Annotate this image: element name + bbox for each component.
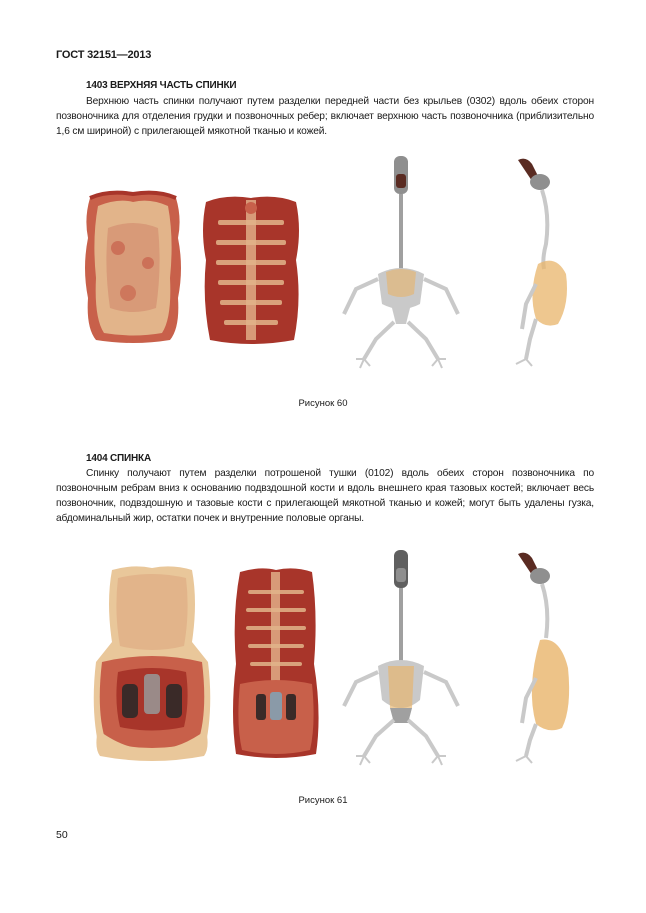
cut-piece-skin-side-image: [78, 188, 188, 348]
section-paragraph: Спинку получают путем разделки потрошеной тушки (0102) вдоль обеих сторон позвоночника по позвоночным ребрам вниз к основанию подвздошной кости и вдоль внешнего края тазовых костей; включает весь позвоночник, подвздошную и тазовые кости с прилегающей мякотной тканью и кожей; могут быть удалены гузка, абдоминальный жир, остатки почек и внутренние половые органы.: [56, 468, 594, 524]
cut-piece-bone-side-image: [226, 564, 324, 764]
skeleton-side-view-image: [496, 154, 586, 379]
page-number: 50: [56, 829, 68, 841]
skeleton-front-view-image: [336, 548, 466, 773]
section-title-1403: 1403 ВЕРХНЯЯ ЧАСТЬ СПИНКИ: [86, 80, 237, 91]
skeleton-front-view-image: [336, 154, 466, 379]
cut-piece-skin-side-image: [88, 562, 216, 767]
document-standard-header: ГОСТ 32151—2013: [56, 49, 152, 61]
figure-60: [56, 154, 596, 384]
figure-61: [56, 548, 596, 778]
section-paragraph: Верхнюю часть спинки получают путем разделки передней части без крыльев (0302) вдоль обеих сторон позвоночника для отделения грудки и позвоночных ребер; включает верхнюю часть позвоночника (приблизительно 1,6 см шириной) с прилегающей мякотной тканью и кожей.: [56, 96, 594, 137]
figure-caption-60: Рисунок 60: [298, 398, 348, 409]
cut-piece-bone-side-image: [196, 190, 306, 350]
section-body-1404: [56, 466, 594, 526]
section-body-1403: [56, 94, 594, 139]
skeleton-side-view-image: [496, 548, 586, 773]
figure-caption-61: Рисунок 61: [298, 795, 348, 806]
section-title-1404: 1404 СПИНКА: [86, 453, 151, 464]
